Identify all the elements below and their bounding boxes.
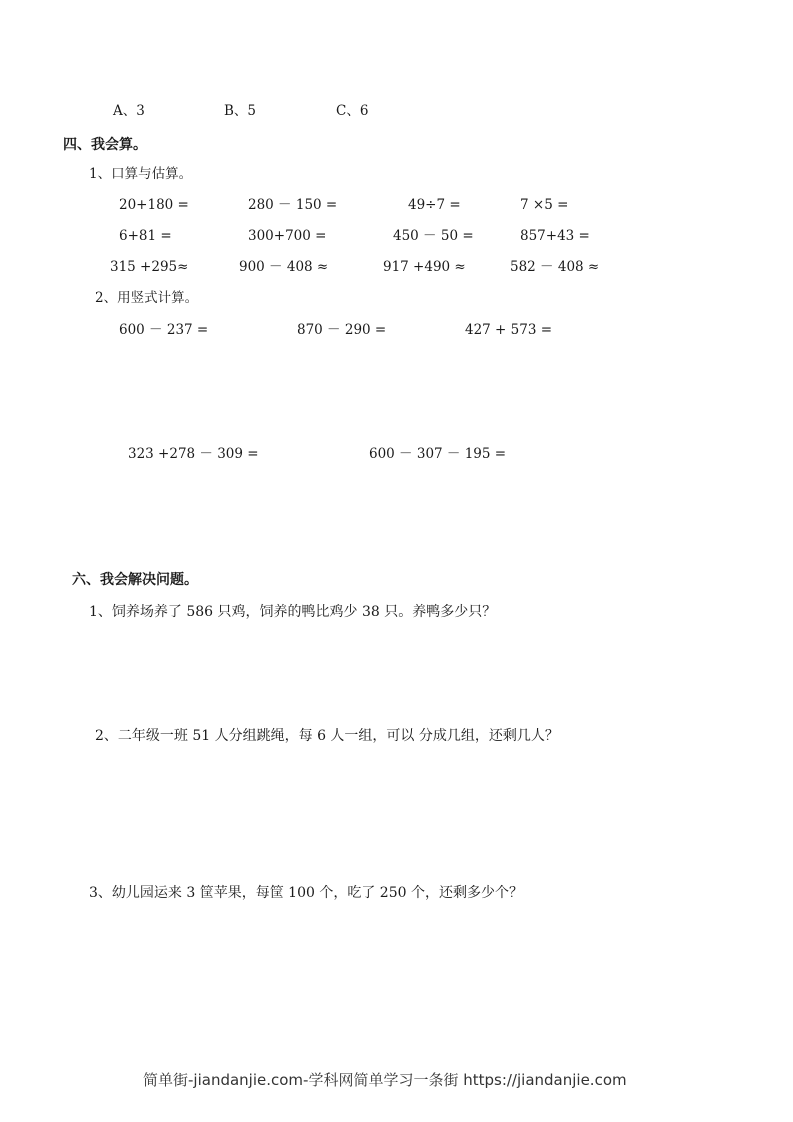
vertical-calc-1: 600 － 237 = (119, 322, 209, 338)
problem-2: 2、二年级一班 51 人分组跳绳，每 6 人一组，可以 分成几组，还剩几人？ (95, 728, 559, 744)
calc-r3-c1: 315 +295≈ (110, 259, 189, 275)
calc-r2-c2: 300+700 = (248, 228, 327, 244)
calc-r1-c2: 280 － 150 = (248, 197, 338, 213)
option-a: A、3 (113, 103, 145, 119)
calc-r2-c3: 450 － 50 = (393, 228, 474, 244)
problem-1: 1、饲养场养了 586 只鸡，饲养的鸭比鸡少 38 只。养鸭多少只？ (89, 604, 497, 620)
vertical-calc-4: 323 +278 － 309 = (128, 446, 259, 462)
vertical-calc-2: 870 － 290 = (297, 322, 387, 338)
section4-sub1: 1、口算与估算。 (89, 166, 193, 182)
calc-r2-c4: 857+43 = (520, 228, 590, 244)
calc-r1-c3: 49÷7 = (408, 197, 461, 213)
vertical-calc-3: 427 + 573 = (465, 322, 553, 338)
section4-sub2: 2、用竖式计算。 (95, 290, 199, 306)
option-c: C、6 (336, 103, 369, 119)
calc-r3-c4: 582 － 408 ≈ (510, 259, 600, 275)
option-b: B、5 (224, 103, 257, 119)
calc-r2-c1: 6+81 = (119, 228, 172, 244)
section6-title: 六、我会解决问题。 (72, 572, 198, 588)
calc-r1-c1: 20+180 = (119, 197, 189, 213)
footer-watermark: 简单街-jiandanjie.com-学科网简单学习一条街 https://jiandanjie.com (143, 1071, 627, 1089)
problem-3: 3、幼儿园运来 3 筐苹果，每筐 100 个，吃了 250 个，还剩多少个？ (89, 885, 523, 901)
section4-title: 四、我会算。 (63, 137, 147, 153)
vertical-calc-5: 600 － 307 － 195 = (369, 446, 507, 462)
calc-r1-c4: 7 ×5 = (520, 197, 569, 213)
calc-r3-c3: 917 +490 ≈ (383, 259, 466, 275)
calc-r3-c2: 900 － 408 ≈ (239, 259, 329, 275)
